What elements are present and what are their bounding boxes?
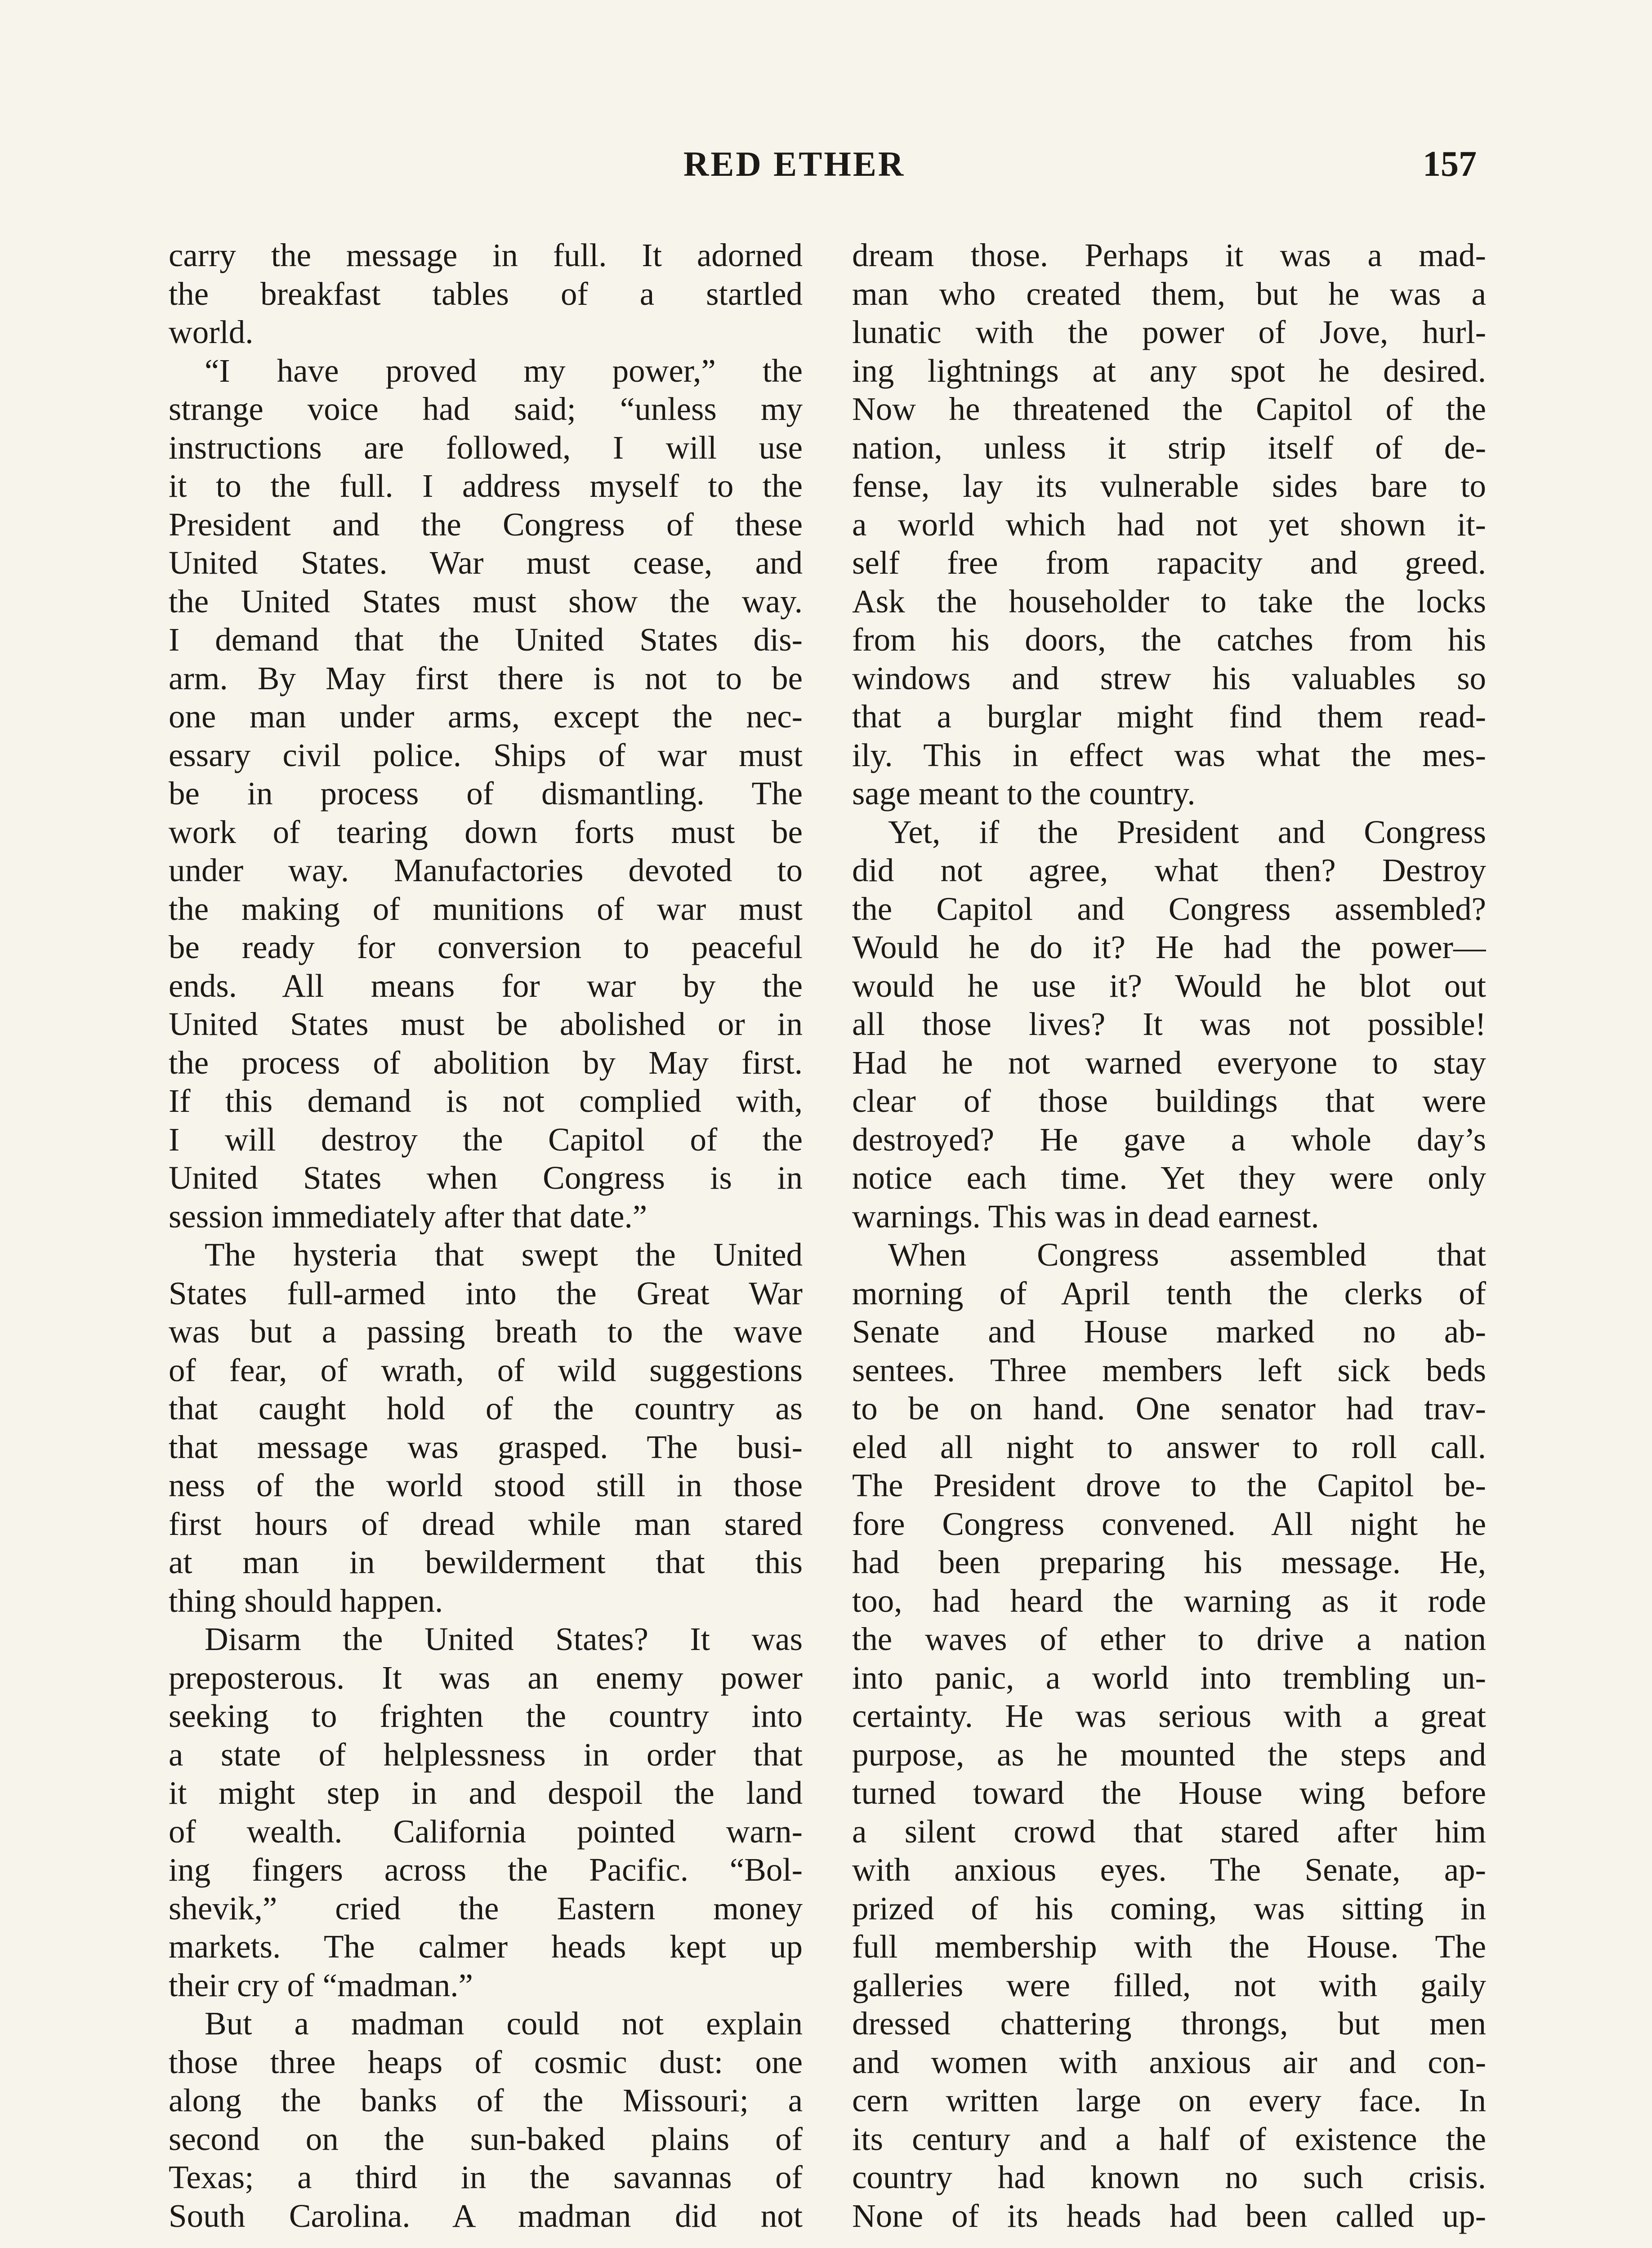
text-line: Would he do it? He had the power— — [852, 929, 1486, 965]
text-line: eled all night to answer to roll call. — [852, 1428, 1486, 1465]
text-line: had been preparing his message. He, — [852, 1544, 1486, 1580]
text-line: too, had heard the warning as it rode — [852, 1582, 1486, 1619]
text-line: ily. This in effect was what the mes- — [852, 736, 1486, 773]
text-line: world. — [169, 314, 254, 350]
text-line: their cry of “madman.” — [169, 1967, 473, 2003]
text-line: that message was grasped. The busi- — [169, 1428, 803, 1465]
text-line: it might step in and despoil the land — [169, 1775, 803, 1811]
text-line: of fear, of wrath, of wild suggestions — [169, 1351, 803, 1388]
page-number: 157 — [1423, 144, 1477, 184]
text-line: the making of munitions of war must — [169, 890, 803, 927]
text-column-left — [169, 236, 803, 2235]
text-line: None of its heads had been called up- — [852, 2197, 1486, 2234]
text-line: seeking to frighten the country into — [169, 1698, 803, 1734]
text-line: prized of his coming, was sitting in — [852, 1890, 1486, 1927]
text-line: lunatic with the power of Jove, hurl- — [852, 314, 1486, 350]
text-line: ing lightnings at any spot he desired. — [852, 352, 1486, 389]
text-line: be ready for conversion to peaceful — [169, 929, 803, 965]
text-line: shevik,” cried the Eastern money — [169, 1890, 803, 1927]
text-line: strange voice had said; “unless my — [169, 391, 803, 427]
text-line: United States. War must cease, and — [169, 544, 803, 581]
text-line: dream those. Perhaps it was a mad- — [852, 237, 1486, 273]
text-line: windows and strew his valuables so — [852, 660, 1486, 696]
text-line: country had known no such crisis. — [852, 2159, 1486, 2195]
text-line: galleries were filled, not with gaily — [852, 1967, 1486, 2003]
text-line: instructions are followed, I will use — [169, 429, 803, 466]
text-line: the process of abolition by May first. — [169, 1044, 803, 1081]
text-line: and women with anxious air and con- — [852, 2043, 1486, 2080]
text-line: self free from rapacity and greed. — [852, 544, 1486, 581]
text-line: a silent crowd that stared after him — [852, 1813, 1486, 1850]
text-line: clear of those buildings that were — [852, 1083, 1486, 1119]
text-line: all those lives? It was not possible! — [852, 1006, 1486, 1042]
text-line: sentees. Three members left sick beds — [852, 1351, 1486, 1388]
text-line: dressed chattering throngs, but men — [852, 2005, 1486, 2042]
text-line: the waves of ether to drive a nation — [852, 1621, 1486, 1657]
text-line: arm. By May first there is not to be — [169, 660, 803, 696]
text-line: did not agree, what then? Destroy — [852, 852, 1486, 888]
text-line: it to the full. I address myself to the — [169, 468, 803, 504]
text-line: was but a passing breath to the wave — [169, 1313, 803, 1350]
text-line: man who created them, but he was a — [852, 275, 1486, 312]
text-line: destroyed? He gave a whole day’s — [852, 1121, 1486, 1158]
text-line: “I have proved my power,” the — [205, 352, 803, 389]
text-line: that a burglar might find them read- — [852, 698, 1486, 735]
text-line: Yet, if the President and Congress — [888, 813, 1486, 850]
text-line: morning of April tenth the clerks of — [852, 1275, 1486, 1311]
text-line: United States when Congress is in — [169, 1160, 803, 1196]
text-line: United States must be abolished or in — [169, 1006, 803, 1042]
text-line: The President drove to the Capitol be- — [852, 1467, 1486, 1503]
text-line: South Carolina. A madman did not — [169, 2197, 803, 2234]
text-line: full membership with the House. The — [852, 1928, 1486, 1965]
text-line: Disarm the United States? It was — [205, 1621, 803, 1657]
text-line: fense, lay its vulnerable sides bare to — [852, 468, 1486, 504]
text-line: States full-armed into the Great War — [169, 1275, 803, 1311]
text-line: sage meant to the country. — [852, 775, 1196, 812]
text-column-right — [852, 236, 1486, 2235]
text-line: essary civil police. Ships of war must — [169, 736, 803, 773]
text-line: its century and a half of existence the — [852, 2120, 1486, 2157]
text-line: of wealth. California pointed warn- — [169, 1813, 803, 1850]
text-line: carry the message in full. It adorned — [169, 237, 803, 273]
text-line: But a madman could not explain — [205, 2005, 803, 2042]
text-line: ness of the world stood still in those — [169, 1467, 803, 1503]
text-line: work of tearing down forts must be — [169, 813, 803, 850]
text-line: ing fingers across the Pacific. “Bol- — [169, 1851, 803, 1888]
text-line: the Capitol and Congress assembled? — [852, 890, 1486, 927]
text-line: If this demand is not complied with, — [169, 1083, 803, 1119]
text-line: Ask the householder to take the locks — [852, 583, 1486, 620]
text-line: under way. Manufactories devoted to — [169, 852, 803, 888]
text-line: would he use it? Would he blot out — [852, 967, 1486, 1004]
text-line: turned toward the House wing before — [852, 1775, 1486, 1811]
text-line: second on the sun-baked plains of — [169, 2120, 803, 2157]
text-line: first hours of dread while man stared — [169, 1505, 803, 1542]
text-line: I demand that the United States dis- — [169, 621, 803, 658]
text-line: Had he not warned everyone to stay — [852, 1044, 1486, 1081]
text-line: to be on hand. One senator had trav- — [852, 1390, 1486, 1427]
text-line: the United States must show the way. — [169, 583, 803, 620]
text-line: a state of helplessness in order that — [169, 1736, 803, 1773]
text-line: be in process of dismantling. The — [169, 775, 803, 812]
text-line: purpose, as he mounted the steps and — [852, 1736, 1486, 1773]
text-line: Senate and House marked no ab- — [852, 1313, 1486, 1350]
text-line: a world which had not yet shown it- — [852, 506, 1486, 543]
text-line: into panic, a world into trembling un- — [852, 1659, 1486, 1696]
text-line: warnings. This was in dead earnest. — [852, 1198, 1319, 1235]
text-line: preposterous. It was an enemy power — [169, 1659, 803, 1696]
text-line: fore Congress convened. All night he — [852, 1505, 1486, 1542]
text-line: with anxious eyes. The Senate, ap- — [852, 1851, 1486, 1888]
text-line: President and the Congress of these — [169, 506, 803, 543]
text-line: along the banks of the Missouri; a — [169, 2082, 803, 2119]
text-line: Now he threatened the Capitol of the — [852, 391, 1486, 427]
text-line: markets. The calmer heads kept up — [169, 1928, 803, 1965]
text-line: certainty. He was serious with a great — [852, 1698, 1486, 1734]
text-line: those three heaps of cosmic dust: one — [169, 2043, 803, 2080]
text-line: cern written large on every face. In — [852, 2082, 1486, 2119]
text-line: When Congress assembled that — [888, 1236, 1486, 1273]
text-line: from his doors, the catches from his — [852, 621, 1486, 658]
running-title: RED ETHER — [683, 144, 906, 183]
text-line: notice each time. Yet they were only — [852, 1160, 1486, 1196]
text-line: ends. All means for war by the — [169, 967, 803, 1004]
text-line: I will destroy the Capitol of the — [169, 1121, 803, 1158]
text-line: the breakfast tables of a startled — [169, 275, 803, 312]
text-line: The hysteria that swept the United — [205, 1236, 803, 1273]
text-line: Texas; a third in the savannas of — [169, 2159, 803, 2195]
text-line: session immediately after that date.” — [169, 1198, 647, 1235]
text-line: one man under arms, except the nec- — [169, 698, 803, 735]
text-line: thing should happen. — [169, 1582, 443, 1619]
text-line: that caught hold of the country as — [169, 1390, 803, 1427]
text-line: at man in bewilderment that this — [169, 1544, 803, 1580]
text-line: nation, unless it strip itself of de- — [852, 429, 1486, 466]
